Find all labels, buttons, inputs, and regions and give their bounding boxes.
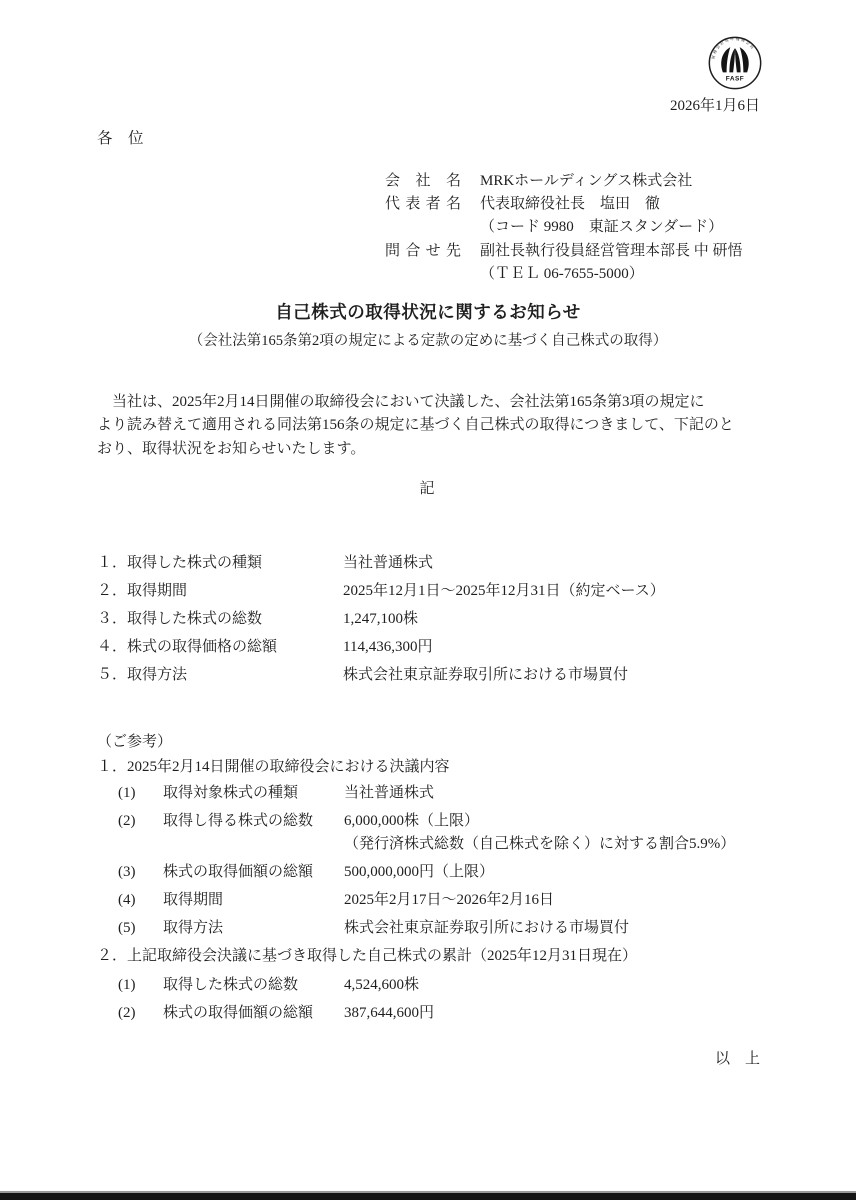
resolution-item [97,786,735,801]
status-item-head [97,640,343,655]
status-item-head [97,612,343,627]
resolution-item-label: 取得期間 [163,892,224,908]
reference-heading: （ご参考） [97,734,173,750]
status-item [97,640,665,655]
resolution-item-value: 2025年2月17日～2026年2月16日 [344,892,555,908]
resolution-item-value: 500,000,000円（上限） [344,864,495,880]
document-title: 自己株式の取得状況に関するお知らせ [275,302,581,322]
company-label: 代表者名 [385,196,461,213]
status-item-head [97,668,343,683]
resolution-item-no: (5) [118,920,136,936]
status-item-value: 株式会社東京証券取引所における市場買付 [343,667,629,683]
resolution-item-value: 6,000,000株（上限） [344,813,480,829]
cumulative-item-label: 取得した株式の総数 [163,977,299,993]
company-label: 会社名 [385,173,461,189]
resolution-item [97,865,735,880]
company-row [385,216,743,239]
resolution-item-no: (4) [118,892,136,908]
status-item-no: ３． [97,611,128,627]
cumulative-item-value: 4,524,600株 [344,977,420,993]
paragraph-line: 当社は、2025年2月14日開催の取締役会において決議した、会社法第165条第3項の規定に [97,394,705,410]
cumulative-item [97,1006,735,1021]
resolution-item-value: 株式会社東京証券取引所における市場買付 [344,920,630,936]
page-bottom-edge [0,1191,856,1200]
company-row [385,170,743,193]
status-item-value: 114,436,300円 [343,639,433,655]
status-item-no: １． [97,555,128,571]
cumulative-item [97,978,735,993]
resolution-item-label: 取得方法 [163,920,224,936]
record-marker: 記 [419,481,437,497]
company-value: 副社長執行役員経営管理本部長 中 研悟 [480,242,743,259]
resolution-item [97,814,735,852]
status-item-label: 取得期間 [127,583,188,599]
status-item-label: 株式の取得価格の総額 [127,639,278,655]
fasf-logo [707,35,763,91]
status-item-label: 取得方法 [127,667,188,683]
status-item-value: 1,247,100株 [343,611,419,627]
cumulative-item-label: 株式の取得価額の総額 [163,1005,314,1021]
recipient: 各 位 [97,130,144,147]
status-item-label: 取得した株式の総数 [127,611,263,627]
resolution-item-value-note: （発行済株式総数（自己株式を除く）に対する割合5.9%） [344,836,736,852]
closing-marker: 以 上 [714,1051,760,1067]
company-row [385,240,743,263]
paragraph-line: おり、取得状況をお知らせいたします。 [97,440,366,457]
resolution-item-value-group [344,814,735,852]
status-item [97,556,665,571]
company-label [385,216,461,239]
status-item-value: 2025年12月1日～2025年12月31日（約定ベース） [343,583,665,599]
logo-petals-icon [721,47,749,72]
cumulative-title: ２．上記取締役会決議に基づき取得した自己株式の累計（2025年12月31日現在） [97,948,638,964]
status-item-no: ２． [97,583,128,599]
resolution-item-label: 取得し得る株式の総数 [163,813,314,829]
cumulative-item-no: (1) [118,977,136,993]
resolution-item-label: 取得対象株式の種類 [163,785,299,801]
acquisition-status-list [97,556,665,696]
resolution-item-label: 株式の取得価額の総額 [163,864,314,880]
document-subtitle: （会社法第165条第2項の規定による定款の定めに基づく自己株式の取得） [188,333,668,349]
resolution-item-no: (3) [118,864,136,880]
status-item-no: ５． [97,667,128,683]
status-item-no: ４． [97,639,128,655]
resolution-item [97,921,735,936]
logo-ring-text: 財務会計基準機構会員 [711,36,756,60]
resolution-item-value: 当社普通株式 [344,785,435,801]
status-item-head [97,584,343,599]
resolution-item [97,893,735,908]
status-item [97,584,665,599]
company-value: MRKホールディングス株式会社 [480,173,693,189]
resolution-item-no: (2) [118,813,136,829]
status-item [97,612,665,627]
status-item [97,668,665,683]
logo-label: FASF [725,75,745,83]
company-row [385,263,743,286]
status-item-label: 取得した株式の種類 [127,555,263,571]
cumulative-item-value: 387,644,600円 [344,1005,435,1021]
body-paragraph [97,391,767,461]
company-label [385,263,461,286]
status-item-head [97,556,343,571]
paragraph-line: より読み替えて適用される同法第156条の規定に基づく自己株式の取得につきまして、下記のと [97,417,734,434]
company-label: 問合せ先 [385,242,461,259]
fasf-logo-graphic [707,35,763,91]
cumulative-item-no: (2) [118,1005,136,1021]
document-date: 2026年1月6日 [669,98,760,114]
resolution-item-no: (1) [118,785,136,801]
company-value: （ＴＥＬ 06-7655-5000） [480,265,644,282]
company-value: 代表取締役社長 塩田 徹 [480,196,661,213]
reference-section [97,735,735,1034]
company-info-block [385,170,743,286]
status-item-value: 当社普通株式 [343,555,434,571]
company-value: （コード 9980 東証スタンダード） [480,219,724,236]
resolution-title: １．2025年2月14日開催の取締役会における決議内容 [97,759,450,775]
company-row [385,193,743,216]
